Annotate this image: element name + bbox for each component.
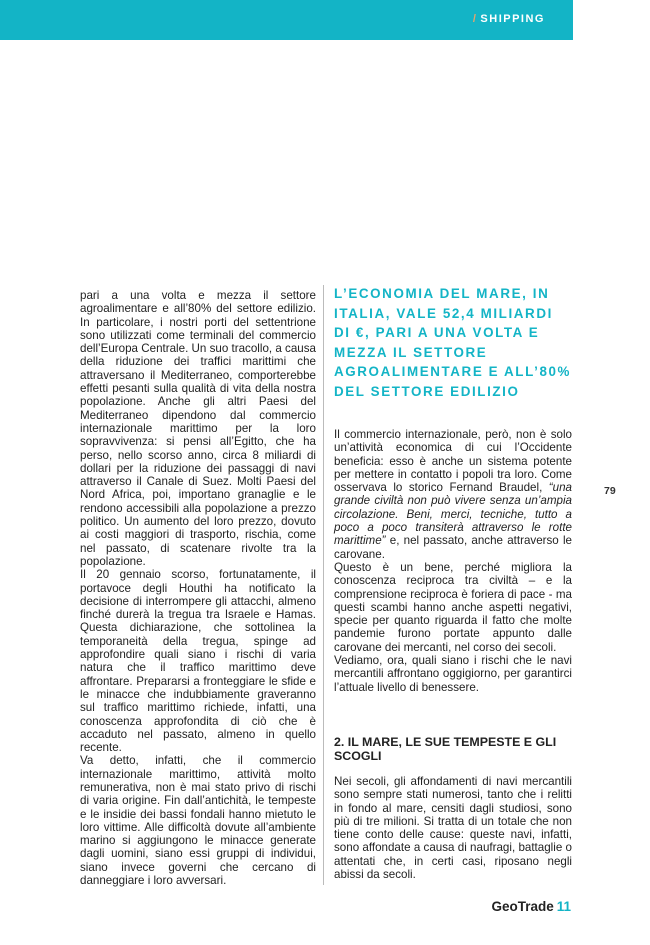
- left-paragraph: pari a una volta e mezza il settore agroalimentare e all’80% del settore edilizio. In particolare, i nostri porti del settentrione sono utilizzati come terminali del commercio dell’Europa Centrale. Un suo tracollo, a causa della riduzione dei traffici marittimi che attraversano il Mediterraneo, comporterebbe effetti pesanti sulla qualità di vita della nostra popolazione. Anche gli altri Paesi del Mediterraneo dipendono dal commercio internazionale marittimo per la loro sopravvivenza: si pensi all’Egitto, che ha perso, nello scorso anno, circa 8 miliardi di dollari per la riduzione dei passaggi di navi attraverso il Canale di Suez. Molti Paesi del Nord Africa, poi, importano granaglie e le rendono accessibili alla popolazione a prezzo politico. Un aumento del loro prezzo, dovuto ai costi maggiori di trasporto, rischia, come nel passato, di scatenare rivolte tra la popolazione.: [80, 289, 316, 568]
- section-slash: /: [472, 13, 478, 25]
- right-paragraph: [334, 428, 572, 561]
- brand-name: GeoTrade: [491, 899, 554, 914]
- braudel-quote: “una grande civiltà non può vivere senza un’ampia circolazione. Beni, merci, tecniche, tutto a poco a poco transiterà attraverso le rotte marittime”: [334, 481, 572, 548]
- left-column: [80, 289, 316, 887]
- right-paragraph: Questo è un bene, perché migliora la conoscenza reciproca tra civiltà – e la comprensione reciproca è foriera di pace - ma questi scambi hanno anche aspetti negativi, specie per quanto riguarda il fatto che molte pandemie furono portate appunto dalle carovane dei mercanti, nel corso dei secoli.: [334, 560, 572, 654]
- left-paragraph: Il 20 gennaio scorso, fortunatamente, il portavoce degli Houthi ha notificato la decisione di interrompere gli attacchi, almeno finché durerà la tregua tra Israele e Hamas. Questa dichiarazione, che sottolinea la temporaneità della tregua, spinge ad approfondire quali siano i rischi di varia natura che il traffico marittimo deve affrontare. Prepararsi a fronteggiare le sfide e le minacce che indubbiamente graveranno sul traffico marittimo richiede, infatti, una conoscenza approfondita di ciò che è accaduto nel passato, almeno in quello recente.: [80, 568, 316, 755]
- section-body: [334, 775, 572, 881]
- section-label: [473, 13, 545, 25]
- paragraph-text: e, nel passato, anche attraverso le carovane.: [334, 534, 572, 561]
- footer-brand: [491, 899, 571, 914]
- left-paragraph: Va detto, infatti, che il commercio internazionale marittimo, attività molto remunerativa, non è mai stato privo di rischi di varia origine. Fin dall’antichità, le tempeste e le insidie dei bassi fondali hanno mietuto le loro vittime. Alle difficoltà dovute all’ambiente marino si aggiungono le minacce generate dagli uomini, siano essi gruppi di individui, siano invece governi che cercano di danneggiare i loro avversari.: [80, 754, 316, 888]
- page-number: 79: [604, 485, 616, 497]
- column-divider: [323, 285, 324, 885]
- right-paragraph: Vediamo, ora, quali siano i rischi che le navi mercantili affrontano oggigiorno, per garantirci l’attuale livello di benessere.: [334, 654, 572, 694]
- section-paragraph: Nei secoli, gli affondamenti di navi mercantili sono sempre stati numerosi, tanto che i relitti in fondo al mare, censiti dagli studiosi, sono più di tre milioni. Si tratta di un totale che non tiene conto delle cause: queste navi, infatti, sono affondate a causa di naufragi, battaglie o attentati che, in certi casi, riposano negli abissi da secoli.: [334, 775, 572, 882]
- section-name: SHIPPING: [480, 13, 545, 25]
- pull-quote: L’ECONOMIA DEL MARE, IN ITALIA, VALE 52,4 MILIARDI DI €, PARI A UNA VOLTA E MEZZA IL SETTORE AGROALIMENTARE E ALL’80% DEL SETTORE EDILIZIO: [334, 286, 572, 399]
- right-column: [334, 428, 572, 694]
- footer-page-number: 11: [556, 899, 571, 914]
- header-bar: [0, 0, 573, 40]
- section-heading: 2. IL MARE, LE SUE TEMPESTE E GLI SCOGLI: [334, 735, 557, 763]
- paragraph-text: Il commercio internazionale, però, non è solo un’attività economica di cui l’Occidente beneficia: esso è anche un sistema potente per mettere in contatto i popoli tra loro. Come osservava lo storico Fernand Braudel,: [334, 428, 572, 495]
